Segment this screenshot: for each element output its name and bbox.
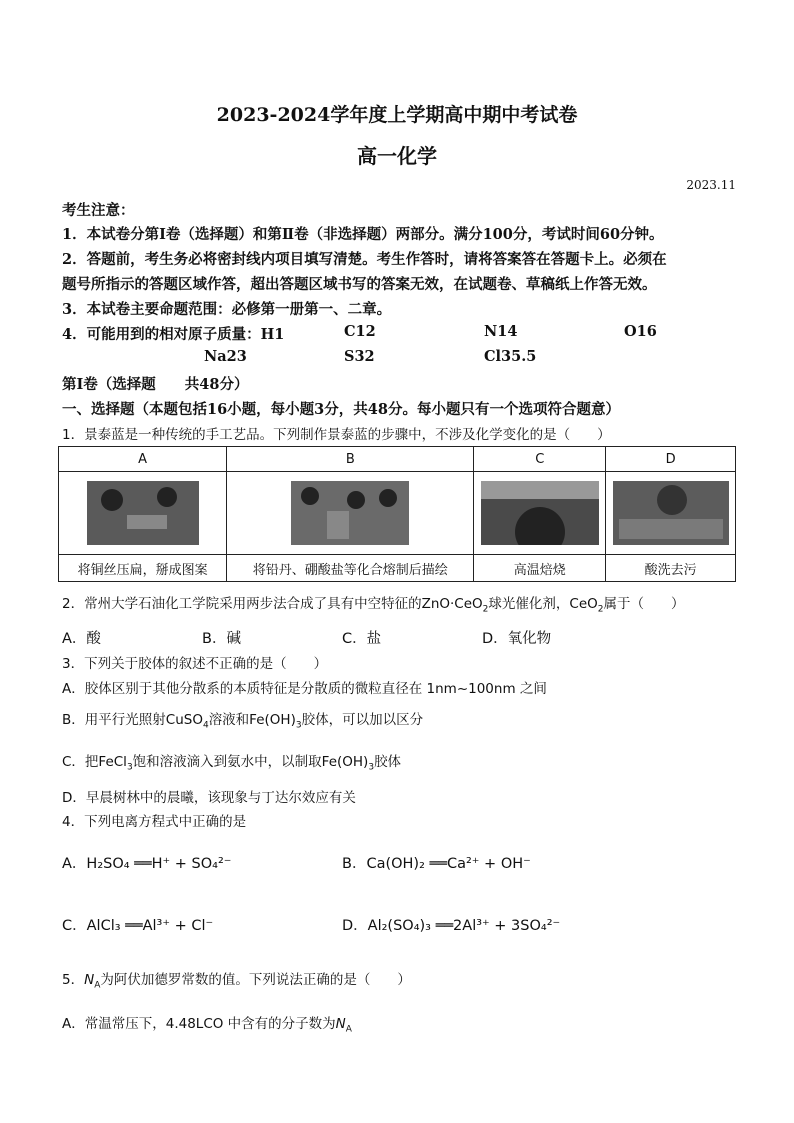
atomic-mass-label: 4．可能用到的相对原子质量：H1 bbox=[62, 326, 285, 343]
q3-option-c: C．把FeCl$_3$饱和溶液滴入到氨水中，以制取$Fe(OH)_3$胶体 bbox=[62, 754, 402, 773]
acid-washing-photo bbox=[613, 481, 729, 545]
q3-option-b: B．用平行光照射CuSO$_4$溶液和$Fe(OH)_3$胶体，可以加以区分 bbox=[62, 712, 424, 731]
exam-date: 2023.11 bbox=[686, 178, 736, 192]
atomic-mass-s: S32 bbox=[344, 348, 375, 365]
q4-stem: 4．下列电离方程式中正确的是 bbox=[62, 814, 247, 830]
q1-caption-b: 将铅丹、硼酸盐等化合熔制后描绘 bbox=[227, 555, 474, 582]
notice-item-3: 3．本试卷主要命题范围：必修第一册第一、二章。 bbox=[62, 301, 392, 318]
notice-item-2: 2．答题前，考生务必将密封线内项目填写清楚。考生作答时，请将答案答在答题卡上。必须在 bbox=[62, 251, 667, 268]
q4-option-a: A．H₂SO₄ ══H⁺ + SO₄²⁻ bbox=[62, 856, 232, 872]
atomic-mass-na: Na23 bbox=[204, 348, 247, 365]
q2-option-a: A．酸 bbox=[62, 631, 101, 647]
q4-option-b: B．Ca(OH)₂ ══Ca²⁺ + OH⁻ bbox=[342, 856, 531, 872]
q1-header-b: B bbox=[227, 447, 474, 472]
section-heading: 一、选择题（本题包括16小题，每小题3分，共48分。每小题只有一个选项符合题意） bbox=[62, 401, 620, 418]
q1-image-c bbox=[474, 472, 606, 555]
atomic-mass-h: H1 bbox=[260, 326, 285, 343]
q3-option-d: D．早晨树林中的晨曦，该现象与丁达尔效应有关 bbox=[62, 790, 356, 806]
exam-subject: 高一化学 bbox=[357, 144, 437, 168]
copper-wire-photo bbox=[87, 481, 199, 545]
atomic-mass-cl: Cl35.5 bbox=[484, 348, 537, 365]
atomic-mass-c: C12 bbox=[344, 323, 376, 340]
notice-item-2-cont: 题号所指示的答题区域作答，超出答题区域书写的答案无效，在试题卷、草稿纸上作答无效。 bbox=[62, 276, 657, 293]
volume-heading: 第Ⅰ卷（选择题 共48分） bbox=[62, 376, 249, 393]
q1-image-a bbox=[59, 472, 227, 555]
atomic-mass-o: O16 bbox=[624, 323, 657, 340]
q5-stem: 5．$N_A$为阿伏加德罗常数的值。下列说法正确的是（ ） bbox=[62, 972, 411, 991]
exam-title: 2023-2024学年度上学期高中期中考试卷 bbox=[216, 104, 578, 126]
q1-header-d: D bbox=[606, 447, 736, 472]
q2-option-c: C．盐 bbox=[342, 631, 382, 647]
q3-stem: 3．下列关于胶体的叙述不正确的是（ ） bbox=[62, 656, 328, 672]
q4-option-c: C．AlCl₃ ══Al³⁺ + Cl⁻ bbox=[62, 918, 214, 934]
atomic-mass-n: N14 bbox=[484, 323, 518, 340]
q1-options-table bbox=[58, 446, 736, 582]
q1-caption-c: 高温焙烧 bbox=[474, 555, 606, 582]
notice-heading: 考生注意： bbox=[62, 202, 135, 219]
kiln-firing-photo bbox=[481, 481, 599, 545]
notice-item-1: 1．本试卷分第Ⅰ卷（选择题）和第Ⅱ卷（非选择题）两部分。满分100分，考试时间60分钟。 bbox=[62, 226, 664, 243]
q2-option-b: B．碱 bbox=[202, 631, 241, 647]
q5-option-a: A．常温常压下，4.48LCO 中含有的分子数为$N_A$ bbox=[62, 1016, 352, 1035]
q3-option-a: A．胶体区别于其他分散系的本质特征是分散质的微粒直径在 1nm~100nm 之间 bbox=[62, 681, 547, 697]
q1-caption-d: 酸洗去污 bbox=[606, 555, 736, 582]
q1-stem: 1．景泰蓝是一种传统的手工艺品。下列制作景泰蓝的步骤中，不涉及化学变化的是（ ） bbox=[62, 427, 611, 443]
q1-header-a: A bbox=[59, 447, 227, 472]
q2-option-d: D．氧化物 bbox=[482, 631, 552, 647]
q1-header-c: C bbox=[474, 447, 606, 472]
q2-stem: 2．常州大学石油化工学院采用两步法合成了具有中空特征的ZnO·CeO$_2$球光催化剂，CeO$_2$属于（ ） bbox=[62, 596, 685, 615]
q1-image-b bbox=[227, 472, 474, 555]
q1-image-d bbox=[606, 472, 736, 555]
q4-option-d: D．Al₂(SO₄)₃ ══2Al³⁺ + 3SO₄²⁻ bbox=[342, 918, 561, 934]
q1-caption-a: 将铜丝压扁，掰成图案 bbox=[59, 555, 227, 582]
painting-photo bbox=[291, 481, 409, 545]
